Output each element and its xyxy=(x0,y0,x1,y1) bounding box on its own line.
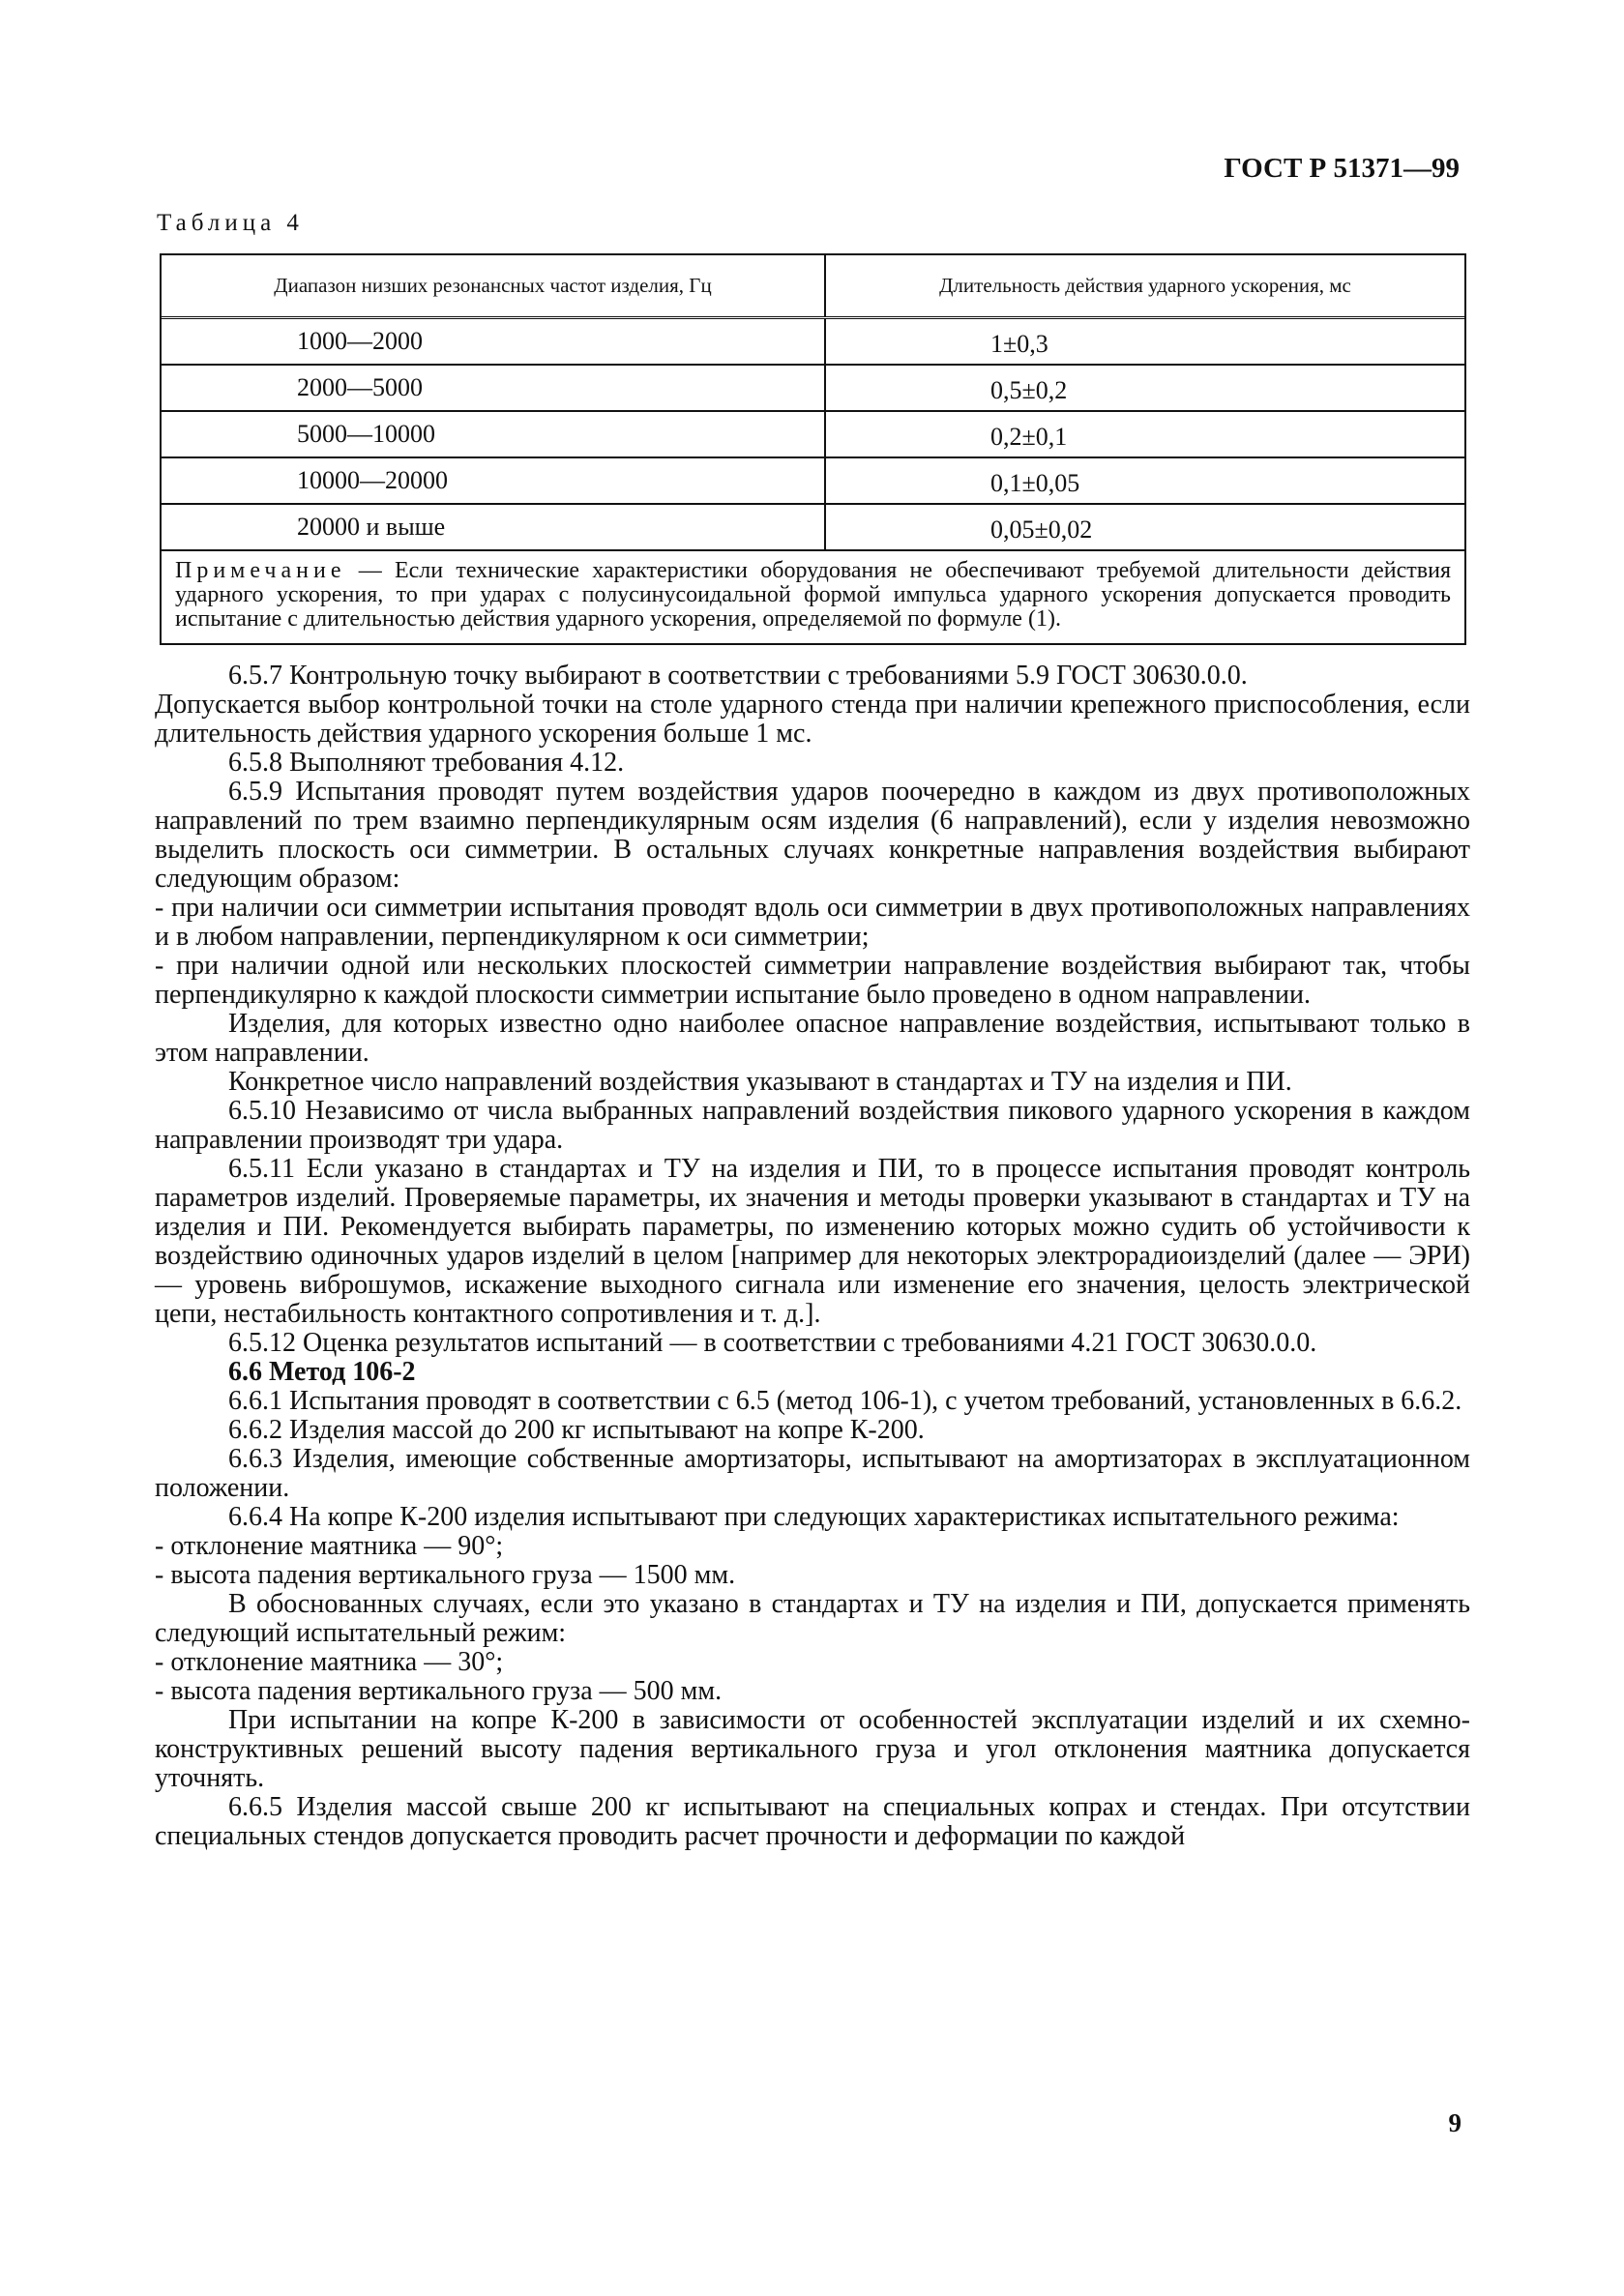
note-text: — Если технические характеристики оборудования не обеспечивают требуемой длительности действия ударного ускорения, то при ударах с полусинусоидальной формой импульса ударного ускорения допускается проводить испытание с длительностью действия ударного ускорения, определяемой по формуле (1). xyxy=(175,558,1451,632)
list-item: - отклонение маятника — 30°; xyxy=(155,1647,504,1677)
section-heading-6-6: 6.6 Метод 106-2 xyxy=(228,1357,416,1387)
list-item: - при наличии одной или нескольких плоскостей симметрии направление воздействия выбирают так, чтобы перпендикулярно к каждой плоскости симметрии испытание было проведено в одном направлении. xyxy=(155,951,1470,1010)
frequency-range-cell: 10000—20000 xyxy=(162,457,825,504)
frequency-range-cell: 5000—10000 xyxy=(162,411,825,457)
frequency-range-cell: 1000—2000 xyxy=(162,318,825,366)
frequency-range-cell: 2000—5000 xyxy=(162,365,825,411)
column-header-duration: Длительность действия ударного ускорения, мс xyxy=(825,255,1464,318)
table-row xyxy=(162,318,1464,366)
list-item: - при наличии оси симметрии испытания проводят вдоль оси симметрии в двух противоположных направлениях и в любом направлении, перпендикулярном к оси симметрии; xyxy=(155,893,1470,952)
duration-cell: 0,2±0,1 xyxy=(825,411,1464,457)
duration-cell: 0,5±0,2 xyxy=(825,365,1464,411)
duration-cell: 0,1±0,05 xyxy=(825,457,1464,504)
list-item: - высота падения вертикального груза — 1500 мм. xyxy=(155,1560,736,1590)
table-4 xyxy=(160,253,1466,645)
table-row xyxy=(162,457,1464,504)
table-row xyxy=(162,365,1464,411)
list-item: - отклонение маятника — 90°; xyxy=(155,1531,504,1561)
frequency-range-cell: 20000 и выше xyxy=(162,504,825,550)
table-row xyxy=(162,411,1464,457)
paragraph: Изделия, для которых известно одно наиболее опасное направление воздействия, испытывают только в этом направлении. xyxy=(155,1009,1470,1068)
table-header-row xyxy=(162,255,1464,318)
paragraph: Допускается выбор контрольной точки на столе ударного стенда при наличии крепежного приспособления, если длительность действия ударного ускорения больше 1 мс. xyxy=(155,690,1470,749)
paragraph-6-5-8: 6.5.8 Выполняют требования 4.12. xyxy=(228,748,625,778)
paragraph-6-6-5: 6.6.5 Изделия массой свыше 200 кг испытывают на специальных копрах и стендах. При отсутствии специальных стендов допускается проводить расчет прочности и деформации по каждой xyxy=(155,1792,1470,1851)
table-label: Таблица 4 xyxy=(157,210,304,236)
paragraph-6-5-12: 6.5.12 Оценка результатов испытаний — в соответствии с требованиями 4.21 ГОСТ 30630.0.0. xyxy=(228,1328,1317,1358)
frequency-duration-table xyxy=(162,255,1464,551)
duration-cell: 1±0,3 xyxy=(825,318,1464,366)
note-label: Примечание xyxy=(175,558,346,583)
column-header-frequency: Диапазон низших резонансных частот изделия, Гц xyxy=(162,255,825,318)
paragraph-6-6-4: 6.6.4 На копре К-200 изделия испытывают при следующих характеристиках испытательного режима: xyxy=(228,1502,1400,1532)
paragraph-6-5-10: 6.5.10 Независимо от числа выбранных направлений воздействия пикового ударного ускорения в каждом направлении производят три удара. xyxy=(155,1096,1470,1155)
table-note xyxy=(162,551,1464,643)
paragraph-6-5-9: 6.5.9 Испытания проводят путем воздействия ударов поочередно в каждом из двух противоположных направлений по трем взаимно перпендикулярным осям изделия (6 направлений), если у изделия невозможно выделить плоскость оси симметрии. В остальных случаях конкретные направления воздействия выбирают следующим образом: xyxy=(155,777,1470,894)
paragraph-6-5-11: 6.5.11 Если указано в стандартах и ТУ на изделия и ПИ, то в процессе испытания проводят контроль параметров изделий. Проверяемые параметры, их значения и методы проверки указывают в стандартах и ТУ на изделия и ПИ. Рекомендуется выбирать параметры, по изменению которых можно судить об устойчивости к воздействию одиночных ударов изделий в целом [например для некоторых электрорадиоизделий (далее — ЭРИ) — уровень виброшумов, искажение выходного сигнала или изменение его значения, целость электрической цепи, нестабильность контактного сопротивления и т. д.]. xyxy=(155,1154,1470,1329)
paragraph: Конкретное число направлений воздействия указывают в стандартах и ТУ на изделия и ПИ. xyxy=(228,1067,1292,1097)
paragraph-6-6-1: 6.6.1 Испытания проводят в соответствии с 6.5 (метод 106-1), с учетом требований, установленных в 6.6.2. xyxy=(228,1386,1462,1416)
paragraph-6-6-3: 6.6.3 Изделия, имеющие собственные амортизаторы, испытывают на амортизаторах в эксплуатационном положении. xyxy=(155,1444,1470,1503)
table-row xyxy=(162,504,1464,550)
document-code: ГОСТ Р 51371—99 xyxy=(1224,153,1460,184)
paragraph: В обоснованных случаях, если это указано в стандартах и ТУ на изделия и ПИ, допускается применять следующий испытательный режим: xyxy=(155,1589,1470,1648)
paragraph-6-5-7: 6.5.7 Контрольную точку выбирают в соответствии с требованиями 5.9 ГОСТ 30630.0.0. xyxy=(228,661,1248,691)
body-text xyxy=(155,662,1470,1851)
paragraph: При испытании на копре К-200 в зависимости от особенностей эксплуатации изделий и их схемно-конструктивных решений высоту падения вертикального груза и угол отклонения маятника допускается уточнять. xyxy=(155,1705,1470,1793)
page-number: 9 xyxy=(1448,2108,1462,2137)
paragraph-6-6-2: 6.6.2 Изделия массой до 200 кг испытывают на копре К-200. xyxy=(228,1415,925,1445)
list-item: - высота падения вертикального груза — 500 мм. xyxy=(155,1676,723,1706)
duration-cell: 0,05±0,02 xyxy=(825,504,1464,550)
